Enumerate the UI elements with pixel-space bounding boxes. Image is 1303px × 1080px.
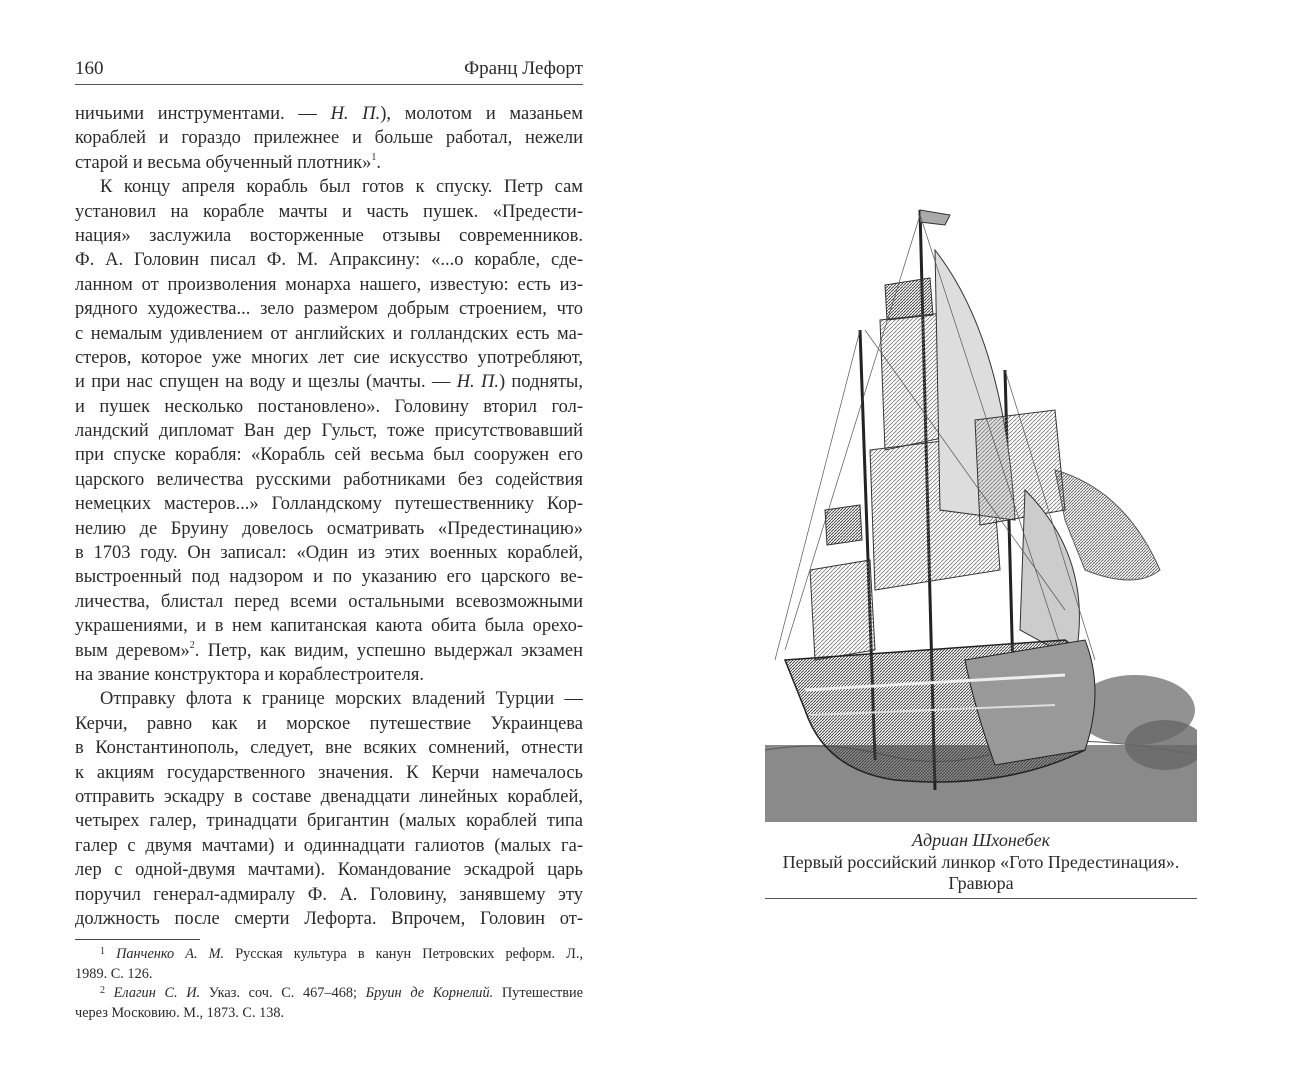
footnote-line: $^2$ Елагин С. И. Указ. соч. С. 467–468; Бруин де Корнелий. Путешествие <box>100 985 583 1001</box>
footnote-marker: 2 <box>100 985 105 996</box>
caption-author: Адриан Шхонебек <box>912 830 1050 850</box>
footnote-line: 1989. С. 126. <box>75 965 153 982</box>
text-line: ландский дипломат Ван дер Гульст, тоже присутствовавший <box>75 421 583 442</box>
footnotes <box>75 945 583 1023</box>
text-line: в Константинополь, следует, вне всяких сомнений, отнести <box>75 738 583 759</box>
footnote-line: $^1$ Панченко А. М. Русская культура в канун Петровских реформ. Л., <box>100 946 583 962</box>
italic-text: Елагин С. И. <box>113 985 201 1001</box>
text-line: К концу апреля корабль был готов к спуску. Петр сам <box>100 177 583 198</box>
text-line: установил на корабле мачты и часть пушек. «Предести- <box>75 201 583 222</box>
text-line: личества, блистал перед всеми остальными всевозможными <box>75 591 583 612</box>
text-line: вым деревом»$^2$. Петр, как видим, успешно выдержал экзамен <box>75 639 583 661</box>
text-line: с немалым удивлением от английских и голландских есть ма- <box>75 323 583 344</box>
text-line: нелию де Бруину довелось осматривать «Предестинацию» <box>75 518 583 539</box>
text-line: украшениями, и в нем капитанская каюта обита была орехо- <box>75 616 583 637</box>
text-line: выстроенный под надзором и по указанию его царского ве- <box>75 567 583 588</box>
text-line: галер с двумя мачтами) и одиннадцати галиотов (малых га- <box>75 835 583 856</box>
italic-text: Н. П. <box>456 372 499 393</box>
running-title: Франц Лефорт <box>464 58 583 79</box>
text-line: четырех галер, тринадцати бригантин (малых кораблей типа <box>75 811 583 832</box>
header-rule <box>75 84 583 85</box>
text-line: должность после смерти Лефорта. Впрочем, Головин от- <box>75 908 583 929</box>
text-line: при спуске корабля: «Корабль сей весьма был сооружен его <box>75 445 583 466</box>
running-head <box>75 58 583 82</box>
text-line: к акциям государственного значения. К Керчи намечалось <box>75 762 583 783</box>
text-line: кораблей и гораздо прилежнее и больше работал, нежели <box>75 128 583 149</box>
text-line: и при нас спущен на воду и щезлы (мачты. — Н. П.) подняты, <box>75 372 583 393</box>
text-line: Отправку флота к границе морских владений Турции — <box>100 689 583 710</box>
italic-text: Н. П. <box>330 104 381 124</box>
italic-text: Бруин де Корнелий. <box>365 985 494 1001</box>
text-line: в 1703 году. Он записал: «Один из этих военных кораблей, <box>75 543 583 564</box>
text-line: Ф. А. Головин писал Ф. М. Апраксину: «...о корабле, сде- <box>75 250 583 271</box>
text-line: ничьими инструментами. — Н. П.), молотом и мазаньем <box>75 104 583 124</box>
caption-rule <box>765 898 1197 899</box>
footnote-line: через Московию. М., 1873. С. 138. <box>75 1004 285 1021</box>
text-line: царского величества русскими работниками без содействия <box>75 469 583 490</box>
text-line: лер с одной-двумя мачтами). Командование эскадрой царь <box>75 860 583 881</box>
page-number: 160 <box>75 58 104 79</box>
footnote-marker: 2 <box>189 639 195 651</box>
text-line: стеров, которое уже многих лет сие искусство употребляют, <box>75 347 583 368</box>
text-line: нация» заслужила восторженные отзывы современников. <box>75 225 583 246</box>
caption-type: Гравюра <box>948 873 1014 893</box>
footnote-marker: 1 <box>371 151 377 163</box>
footnote-rule <box>75 939 200 940</box>
left-page <box>75 0 583 1080</box>
caption-title: Первый российский линкор «Гото Предестинация». <box>782 851 1180 872</box>
text-line: немецких мастеров...» Голландскому путешественнику Кор- <box>75 494 583 515</box>
text-line: и пушек несколько постановлено». Головину вторил гол- <box>75 396 583 417</box>
body-text <box>75 102 583 931</box>
ship-engraving <box>765 190 1197 822</box>
text-line: ланном от произволения монарха нашего, известую: есть из- <box>75 274 583 295</box>
text-line: отправить эскадру в составе двенадцати линейных кораблей, <box>75 786 583 807</box>
italic-text: Панченко А. М. <box>116 946 225 962</box>
text-line: поручил генерал-адмиралу Ф. А. Головину, занявшему эту <box>75 884 583 905</box>
text-line: старой и весьма обученный плотник»$^1$. <box>75 151 382 173</box>
text-line: на звание конструктора и кораблестроителя. <box>75 664 425 685</box>
footnote-marker: 1 <box>100 946 105 957</box>
right-page <box>700 0 1303 1080</box>
text-line: Керчи, равно как и морское путешествие Украинцева <box>75 713 583 734</box>
figure-caption <box>765 830 1197 895</box>
text-line: рядного художества... зело размером добрым строением, что <box>75 299 583 320</box>
